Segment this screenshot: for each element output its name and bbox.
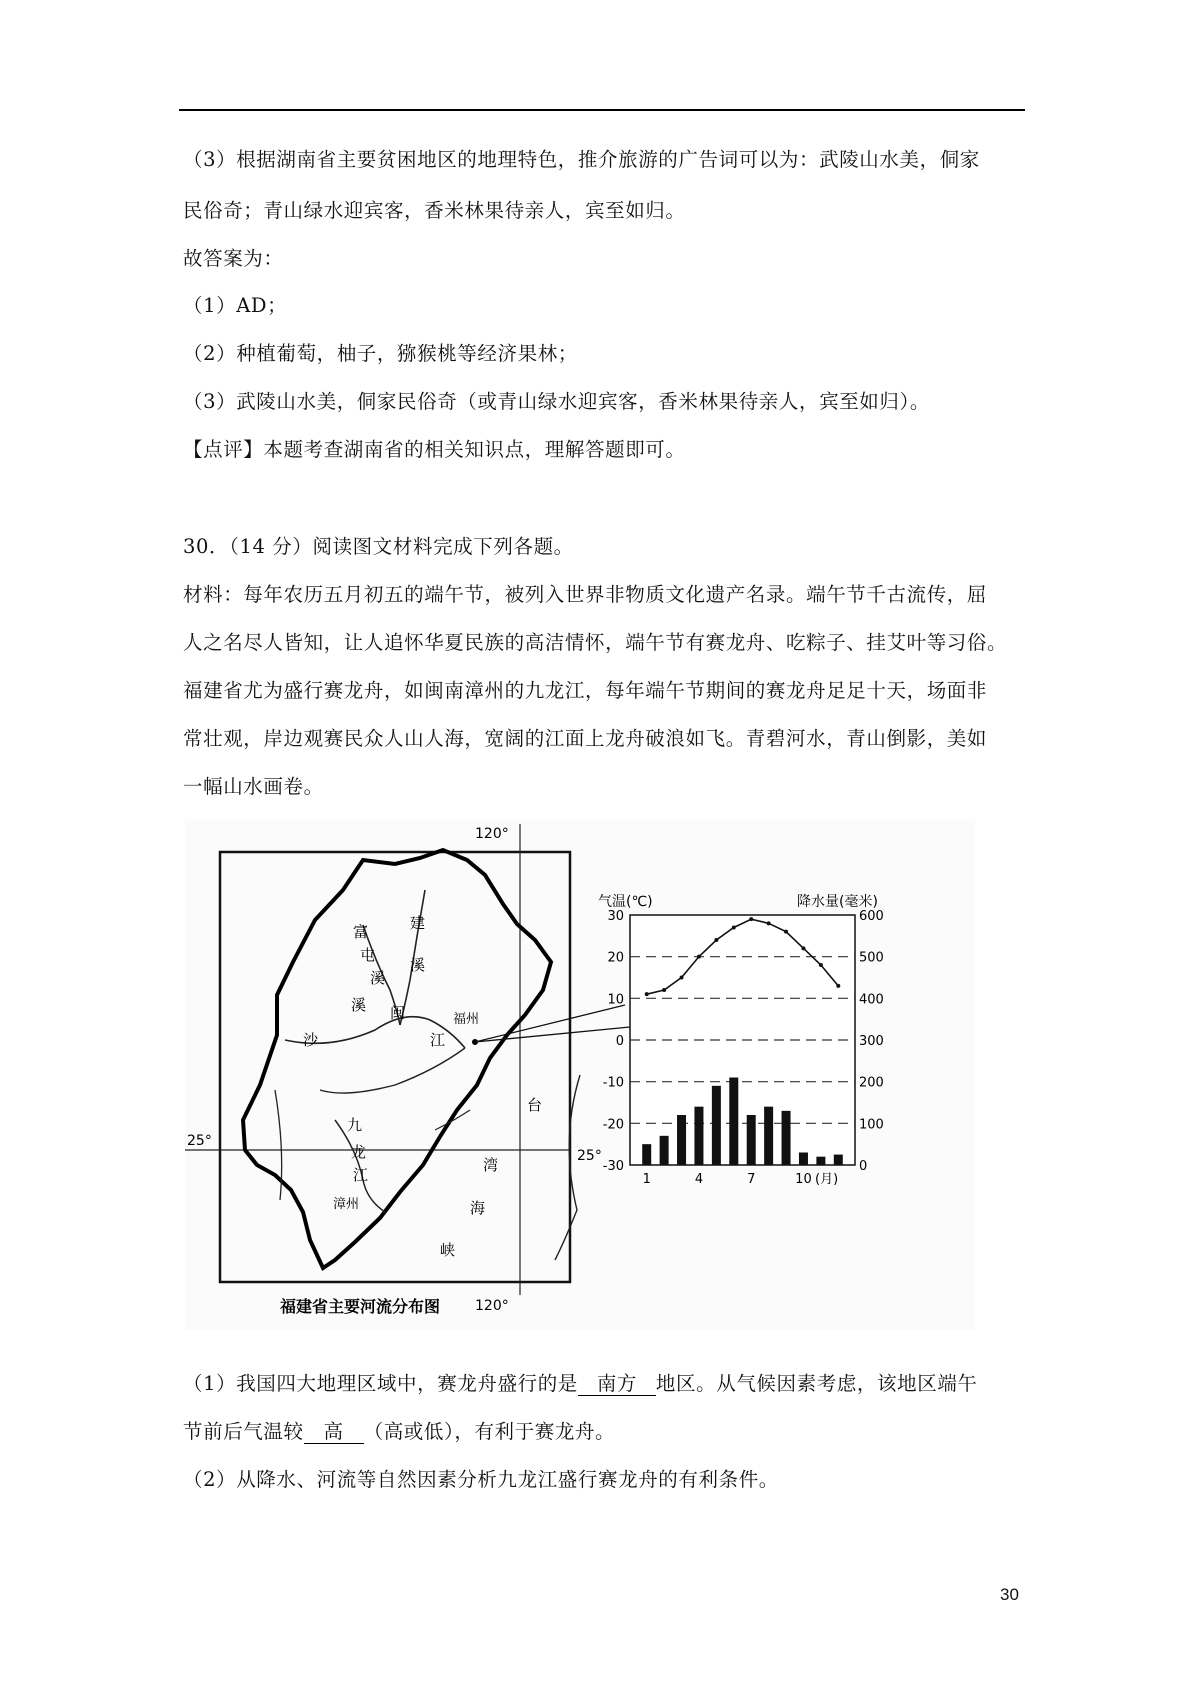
precip-bar xyxy=(642,1144,651,1165)
material-line-4: 常壮观，岸边观赛民众人山人海，宽阔的江面上龙舟破浪如飞。青碧河水，青山倒影，美如 xyxy=(183,727,988,750)
question-1 xyxy=(183,1372,1023,1396)
temperature-point xyxy=(767,921,771,925)
precip-bar xyxy=(660,1136,669,1165)
temp-tick-label: -10 xyxy=(602,1075,624,1091)
q1-answer-temp: 高 xyxy=(304,1420,364,1444)
figure-svg xyxy=(185,820,975,1330)
temp-tick-label: -30 xyxy=(602,1159,624,1174)
precip-tick-label: 500 xyxy=(859,950,884,966)
river-lower xyxy=(320,1048,465,1093)
text-line-6: （3）武陵山水美，侗家民俗奇（或青山绿水迎宾客，香米林果待亲人，宾至如归）。 xyxy=(183,390,930,413)
label-sha-1: 溪 xyxy=(351,996,367,1014)
label-fu-1: 富 xyxy=(353,923,369,941)
precip-tick-label: 400 xyxy=(859,992,884,1008)
label-strait-3: 海 xyxy=(470,1199,486,1217)
label-fu-3: 溪 xyxy=(370,969,386,987)
page-number: 30 xyxy=(1000,1585,1019,1604)
connector-line xyxy=(475,1005,625,1042)
precip-tick-label: 600 xyxy=(859,909,884,924)
temp-tick-label: -20 xyxy=(602,1117,624,1133)
temp-axis-label: 气温(℃) xyxy=(598,894,653,910)
precip-tick-label: 0 xyxy=(859,1159,868,1174)
temp-tick-label: 10 xyxy=(607,992,624,1008)
precip-bar xyxy=(747,1115,756,1165)
question-1-cont xyxy=(183,1420,1023,1444)
temp-tick-label: 0 xyxy=(615,1034,624,1049)
label-sha-2: 沙 xyxy=(303,1031,319,1049)
temperature-point xyxy=(836,984,840,988)
label-strait-1: 台 xyxy=(527,1096,543,1114)
precip-tick-label: 300 xyxy=(859,1034,884,1049)
q1-part1: （1）我国四大地理区域中，赛龙舟盛行的是 xyxy=(183,1372,578,1395)
lat-left-label: 25° xyxy=(187,1133,212,1149)
temperature-point xyxy=(784,930,788,934)
label-min-2: 江 xyxy=(430,1031,446,1049)
label-jiulong-1: 九 xyxy=(347,1116,363,1134)
precip-bar xyxy=(712,1086,721,1165)
text-line-7: 【点评】本题考查湖南省的相关知识点，理解答题即可。 xyxy=(183,438,686,461)
temperature-point xyxy=(732,926,736,930)
lat-right-label: 25° xyxy=(577,1148,602,1164)
precip-bar xyxy=(834,1155,843,1165)
precip-bar xyxy=(782,1111,791,1165)
label-jian-2: 溪 xyxy=(410,956,426,974)
label-fu-2: 屯 xyxy=(360,946,376,964)
label-min-1: 闽 xyxy=(390,1004,406,1022)
precip-bar xyxy=(764,1107,773,1165)
q1-part2: 地区。从气候因素考虑，该地区端午 xyxy=(655,1372,978,1395)
precip-bar xyxy=(677,1115,686,1165)
label-strait-4: 峡 xyxy=(440,1241,456,1259)
precip-tick-label: 200 xyxy=(859,1075,884,1091)
climate-chart xyxy=(598,893,884,1187)
map-caption: 福建省主要河流分布图 xyxy=(280,1297,441,1316)
lon-top-label: 120° xyxy=(475,826,509,842)
material-line-1: 材料：每年农历五月初五的端午节，被列入世界非物质文化遗产名录。端午节千古流传，屈 xyxy=(183,583,988,606)
month-label: (月) xyxy=(815,1172,839,1187)
month-tick-label: 1 xyxy=(642,1172,651,1187)
material-line-2: 人之名尽人皆知，让人追怀华夏民族的高洁情怀，端午节有赛龙舟、吃粽子、挂艾叶等习俗。 xyxy=(183,631,1008,654)
question-2: （2）从降水、河流等自然因素分析九龙江盛行赛龙舟的有利条件。 xyxy=(183,1468,779,1491)
connector-line-2 xyxy=(475,1027,630,1042)
text-line-3: 故答案为： xyxy=(183,247,284,270)
temperature-point xyxy=(680,976,684,980)
text-line-4: （1）AD； xyxy=(183,294,288,317)
taiwan-coast xyxy=(555,1075,580,1260)
month-tick-label: 7 xyxy=(747,1172,756,1187)
text-line-5: （2）种植葡萄，柚子，猕猴桃等经济果林； xyxy=(183,342,578,365)
label-jiulong-3: 江 xyxy=(353,1166,369,1184)
precip-bar xyxy=(816,1157,825,1165)
figure xyxy=(185,820,975,1330)
precip-bar xyxy=(694,1107,703,1165)
q1-answer-region: 南方 xyxy=(578,1372,656,1396)
temp-tick-label: 30 xyxy=(607,909,624,924)
precip-axis-label: 降水量(毫米) xyxy=(797,894,878,910)
label-fuzhou: 福州 xyxy=(453,1012,480,1027)
q1-part4: （高或低），有利于赛龙舟。 xyxy=(363,1420,616,1443)
q1-part3: 节前后气温较 xyxy=(183,1420,304,1443)
precip-tick-label: 100 xyxy=(859,1117,884,1133)
lon-bottom-label: 120° xyxy=(475,1298,509,1314)
material-line-5: 一幅山水画卷。 xyxy=(183,775,324,798)
text-line-2: 民俗奇；青山绿水迎宾客，香米林果待亲人，宾至如归。 xyxy=(183,199,686,222)
label-zhangzhou: 漳州 xyxy=(333,1197,360,1212)
label-jiulong-2: 龙 xyxy=(351,1143,367,1161)
label-jian-1: 建 xyxy=(410,914,426,932)
temperature-point xyxy=(662,988,666,992)
precip-bar xyxy=(729,1078,738,1166)
map-frame xyxy=(220,852,570,1282)
temperature-point xyxy=(801,946,805,950)
precip-bar xyxy=(799,1153,808,1166)
temperature-point xyxy=(714,938,718,942)
temp-tick-label: 20 xyxy=(607,950,624,966)
material-line-3: 福建省尤为盛行赛龙舟，如闽南漳州的九龙江，每年端午节期间的赛龙舟足足十天，场面非 xyxy=(183,679,988,702)
month-tick-label: 10 xyxy=(795,1172,812,1187)
province-border xyxy=(243,850,551,1268)
temperature-point xyxy=(819,963,823,967)
question-30-title: 30．（14 分）阅读图文材料完成下列各题。 xyxy=(183,535,574,558)
text-line-1: （3）根据湖南省主要贫困地区的地理特色，推介旅游的广告词可以为：武陵山水美，侗家 xyxy=(183,148,980,171)
header-rule xyxy=(179,109,1025,111)
temperature-point xyxy=(645,992,649,996)
label-strait-2: 湾 xyxy=(483,1156,499,1174)
temperature-point xyxy=(697,955,701,959)
temperature-point xyxy=(749,917,753,921)
river-west xyxy=(275,1090,282,1200)
month-tick-label: 4 xyxy=(694,1172,704,1187)
